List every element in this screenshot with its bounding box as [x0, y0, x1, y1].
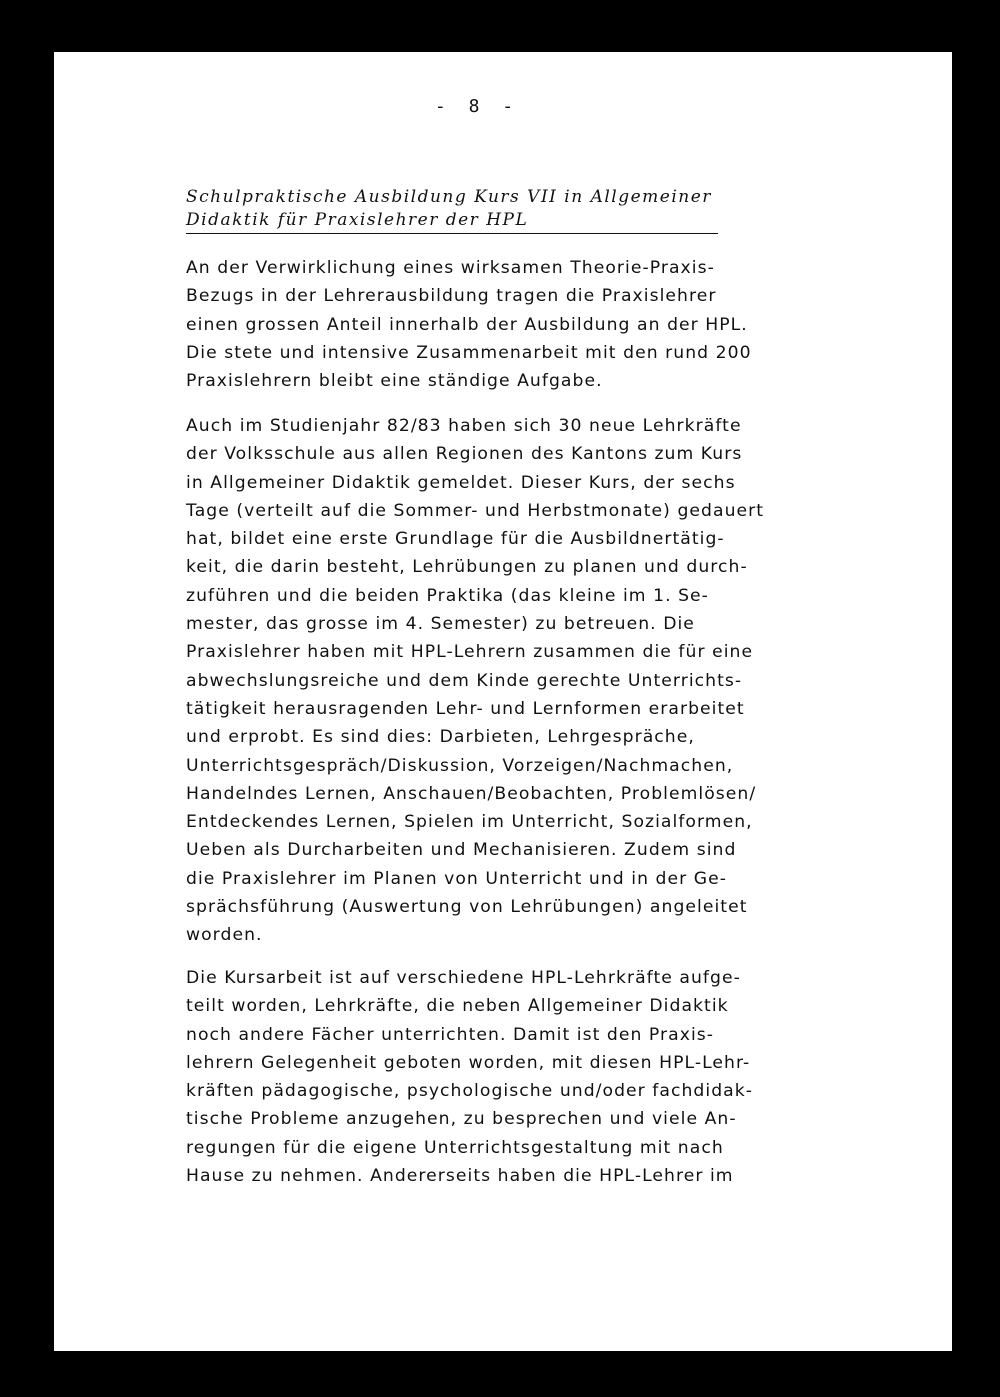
- text-line: noch andere Fächer unterrichten. Damit ist den Praxis-: [186, 1024, 715, 1045]
- text-line: sprächsführung (Auswertung von Lehrübungen) angeleitet: [186, 897, 748, 918]
- text-line: zuführen und die beiden Praktika (das kleine im 1. Se-: [186, 585, 709, 606]
- text-line: Praxislehrern bleibt eine ständige Aufgabe.: [186, 371, 603, 392]
- paragraph-1: [186, 254, 846, 395]
- text-line: keit, die darin besteht, Lehrübungen zu planen und durch-: [186, 557, 748, 578]
- text-line: tätigkeit herausragenden Lehr- und Lernformen erarbeitet: [186, 698, 745, 719]
- text-line: einen grossen Anteil innerhalb der Ausbildung an der HPL.: [186, 314, 748, 335]
- text-line: und erprobt. Es sind dies: Darbieten, Lehrgespräche,: [186, 727, 695, 748]
- text-line: mester, das grosse im 4. Semester) zu betreuen. Die: [186, 614, 695, 635]
- heading-line-1: Schulpraktische Ausbildung Kurs VII in Allgemeiner: [186, 187, 712, 207]
- text-line: Unterrichtsgespräch/Diskussion, Vorzeigen/Nachmachen,: [186, 755, 734, 776]
- text-line: der Volksschule aus allen Regionen des Kantons zum Kurs: [186, 444, 743, 465]
- heading-line-2: Didaktik für Praxislehrer der HPL: [186, 209, 718, 234]
- text-line: An der Verwirklichung eines wirksamen Theorie-Praxis-: [186, 258, 715, 278]
- text-line: Die stete und intensive Zusammenarbeit mit den rund 200: [186, 342, 752, 363]
- paragraph-3: [186, 964, 846, 1190]
- text-line: Hause zu nehmen. Andererseits haben die HPL-Lehrer im: [186, 1166, 734, 1187]
- text-line: die Praxislehrer im Planen von Unterricht und in der Ge-: [186, 868, 727, 889]
- text-line: tische Probleme anzugehen, zu besprechen und viele An-: [186, 1109, 737, 1130]
- page-number: - 8 -: [434, 96, 520, 117]
- section-heading: [186, 186, 786, 234]
- text-line: kräften pädagogische, psychologische und/oder fachdidak-: [186, 1081, 753, 1102]
- text-line: teilt worden, Lehrkräfte, die neben Allgemeiner Didaktik: [186, 996, 729, 1017]
- text-line: Die Kursarbeit ist auf verschiedene HPL-Lehrkräfte aufge-: [186, 968, 741, 988]
- text-line: Ueben als Durcharbeiten und Mechanisieren. Zudem sind: [186, 840, 737, 861]
- text-line: Handelndes Lernen, Anschauen/Beobachten, Problemlösen/: [186, 783, 757, 804]
- text-line: in Allgemeiner Didaktik gemeldet. Dieser Kurs, der sechs: [186, 472, 736, 493]
- text-line: hat, bildet eine erste Grundlage für die Ausbildnertätig-: [186, 529, 725, 550]
- text-line: worden.: [186, 925, 263, 946]
- text-line: Tage (verteilt auf die Sommer- und Herbstmonate) gedauert: [186, 500, 765, 521]
- text-line: Auch im Studienjahr 82/83 haben sich 30 neue Lehrkräfte: [186, 416, 742, 436]
- document-page: [54, 52, 952, 1351]
- text-line: Praxislehrer haben mit HPL-Lehrern zusammen die für eine: [186, 642, 754, 663]
- text-line: Bezugs in der Lehrerausbildung tragen die Praxislehrer: [186, 286, 717, 307]
- text-line: lehrern Gelegenheit geboten worden, mit diesen HPL-Lehr-: [186, 1052, 751, 1073]
- text-line: regungen für die eigene Unterrichtsgestaltung mit nach: [186, 1137, 724, 1158]
- paragraph-2: [186, 412, 846, 950]
- text-line: Entdeckendes Lernen, Spielen im Unterricht, Sozialformen,: [186, 812, 753, 833]
- text-line: abwechslungsreiche und dem Kinde gerechte Unterrichts-: [186, 670, 743, 691]
